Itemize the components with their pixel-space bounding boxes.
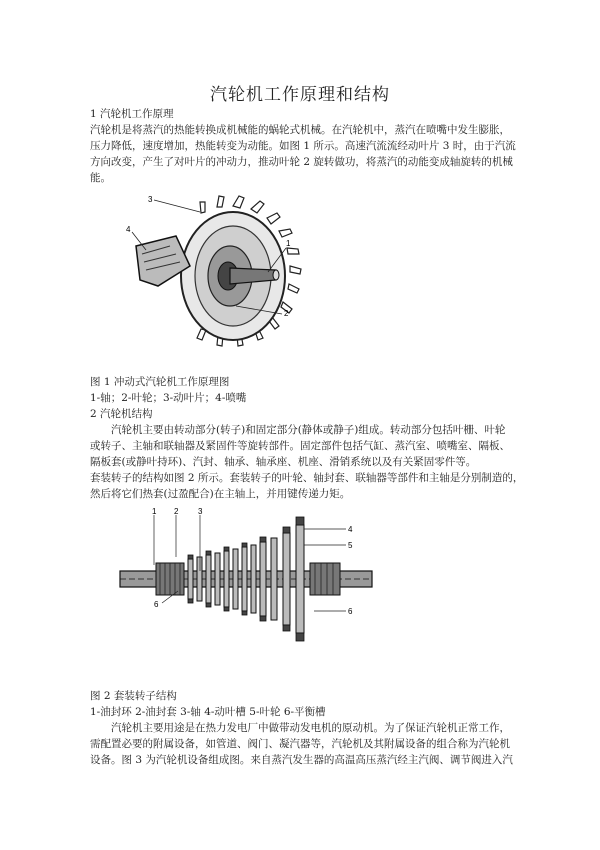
figure2-label: 2 [174,507,179,516]
figure2-label: 6 [348,607,353,616]
page-title: 汽轮机工作原理和结构 [210,85,390,105]
figure2-label: 5 [348,541,353,550]
section1-line: 能。 [90,172,111,184]
figure1-label: 1 [286,239,291,248]
section1-line: 方向改变，产生了对叶片的冲动力，推动叶轮 2 旋转做功，将蒸汽的动能变成轴旋转的机械 [90,156,513,168]
figure1-legend: 1-轴；2-叶轮；3-动叶片；4-喷嘴 [90,392,247,404]
figure1-label: 3 [148,195,153,204]
figure2-label: 4 [348,525,353,534]
figure1-label: 2 [284,309,289,318]
section2-line: 然后将它们热套(过盈配合)在主轴上，并用键传递力矩。 [90,488,351,500]
figure2-caption: 图 2 套装转子结构 [90,690,177,702]
figure2-rotor-illustration [118,505,378,675]
section2-heading: 2 汽轮机结构 [90,408,153,420]
figure2-legend: 1-油封环 2-油封套 3-轴 4-动叶槽 5-叶轮 6-平衡槽 [90,706,326,718]
figure1-caption: 图 1 冲动式汽轮机工作原理图 [90,376,230,388]
section3-line: 汽轮机主要用途是在热力发电厂中做带动发电机的原动机。为了保证汽轮机正常工作， [111,722,510,734]
figure1-label: 4 [126,225,131,234]
section2-line: 套装转子的结构如图 2 所示。套装转子的叶轮、轴封套、联轴器等部件和主轴是分别制造的， [90,472,524,484]
figure2-label: 6 [154,600,159,609]
section3-line: 需配置必要的附属设备，如管道、阀门、凝汽器等，汽轮机及其附属设备的组合称为汽轮机 [90,738,510,750]
section1-line: 汽轮机是将蒸汽的热能转换成机械能的蜗轮式机械。在汽轮机中，蒸汽在喷嘴中发生膨胀， [90,124,510,136]
figure1-turbine-wheel-illustration [118,188,308,360]
figure2-label: 3 [198,507,203,516]
section2-line: 隔板套(或静叶持环)、汽封、轴承、轴承座、机座、滑销系统以及有关紧固零件等。 [90,456,477,468]
section1-line: 压力降低，速度增加，热能转变为动能。如图 1 所示。高速汽流流经动叶片 3 时，由于汽流 [90,140,516,152]
section2-line: 汽轮机主要由转动部分(转子)和固定部分(静体或静子)组成。转动部分包括叶栅、叶轮 [111,424,506,436]
section3-line: 设备。图 3 为汽轮机设备组成图。来自蒸汽发生器的高温高压蒸汽经主汽阀、调节阀进入汽 [90,754,513,766]
section1-heading: 1 汽轮机工作原理 [90,108,174,120]
figure2-label: 1 [152,507,157,516]
section2-line: 或转子、主轴和联轴器及紧固件等旋转部件。固定部件包括气缸、蒸汽室、喷嘴室、隔板、 [90,440,510,452]
